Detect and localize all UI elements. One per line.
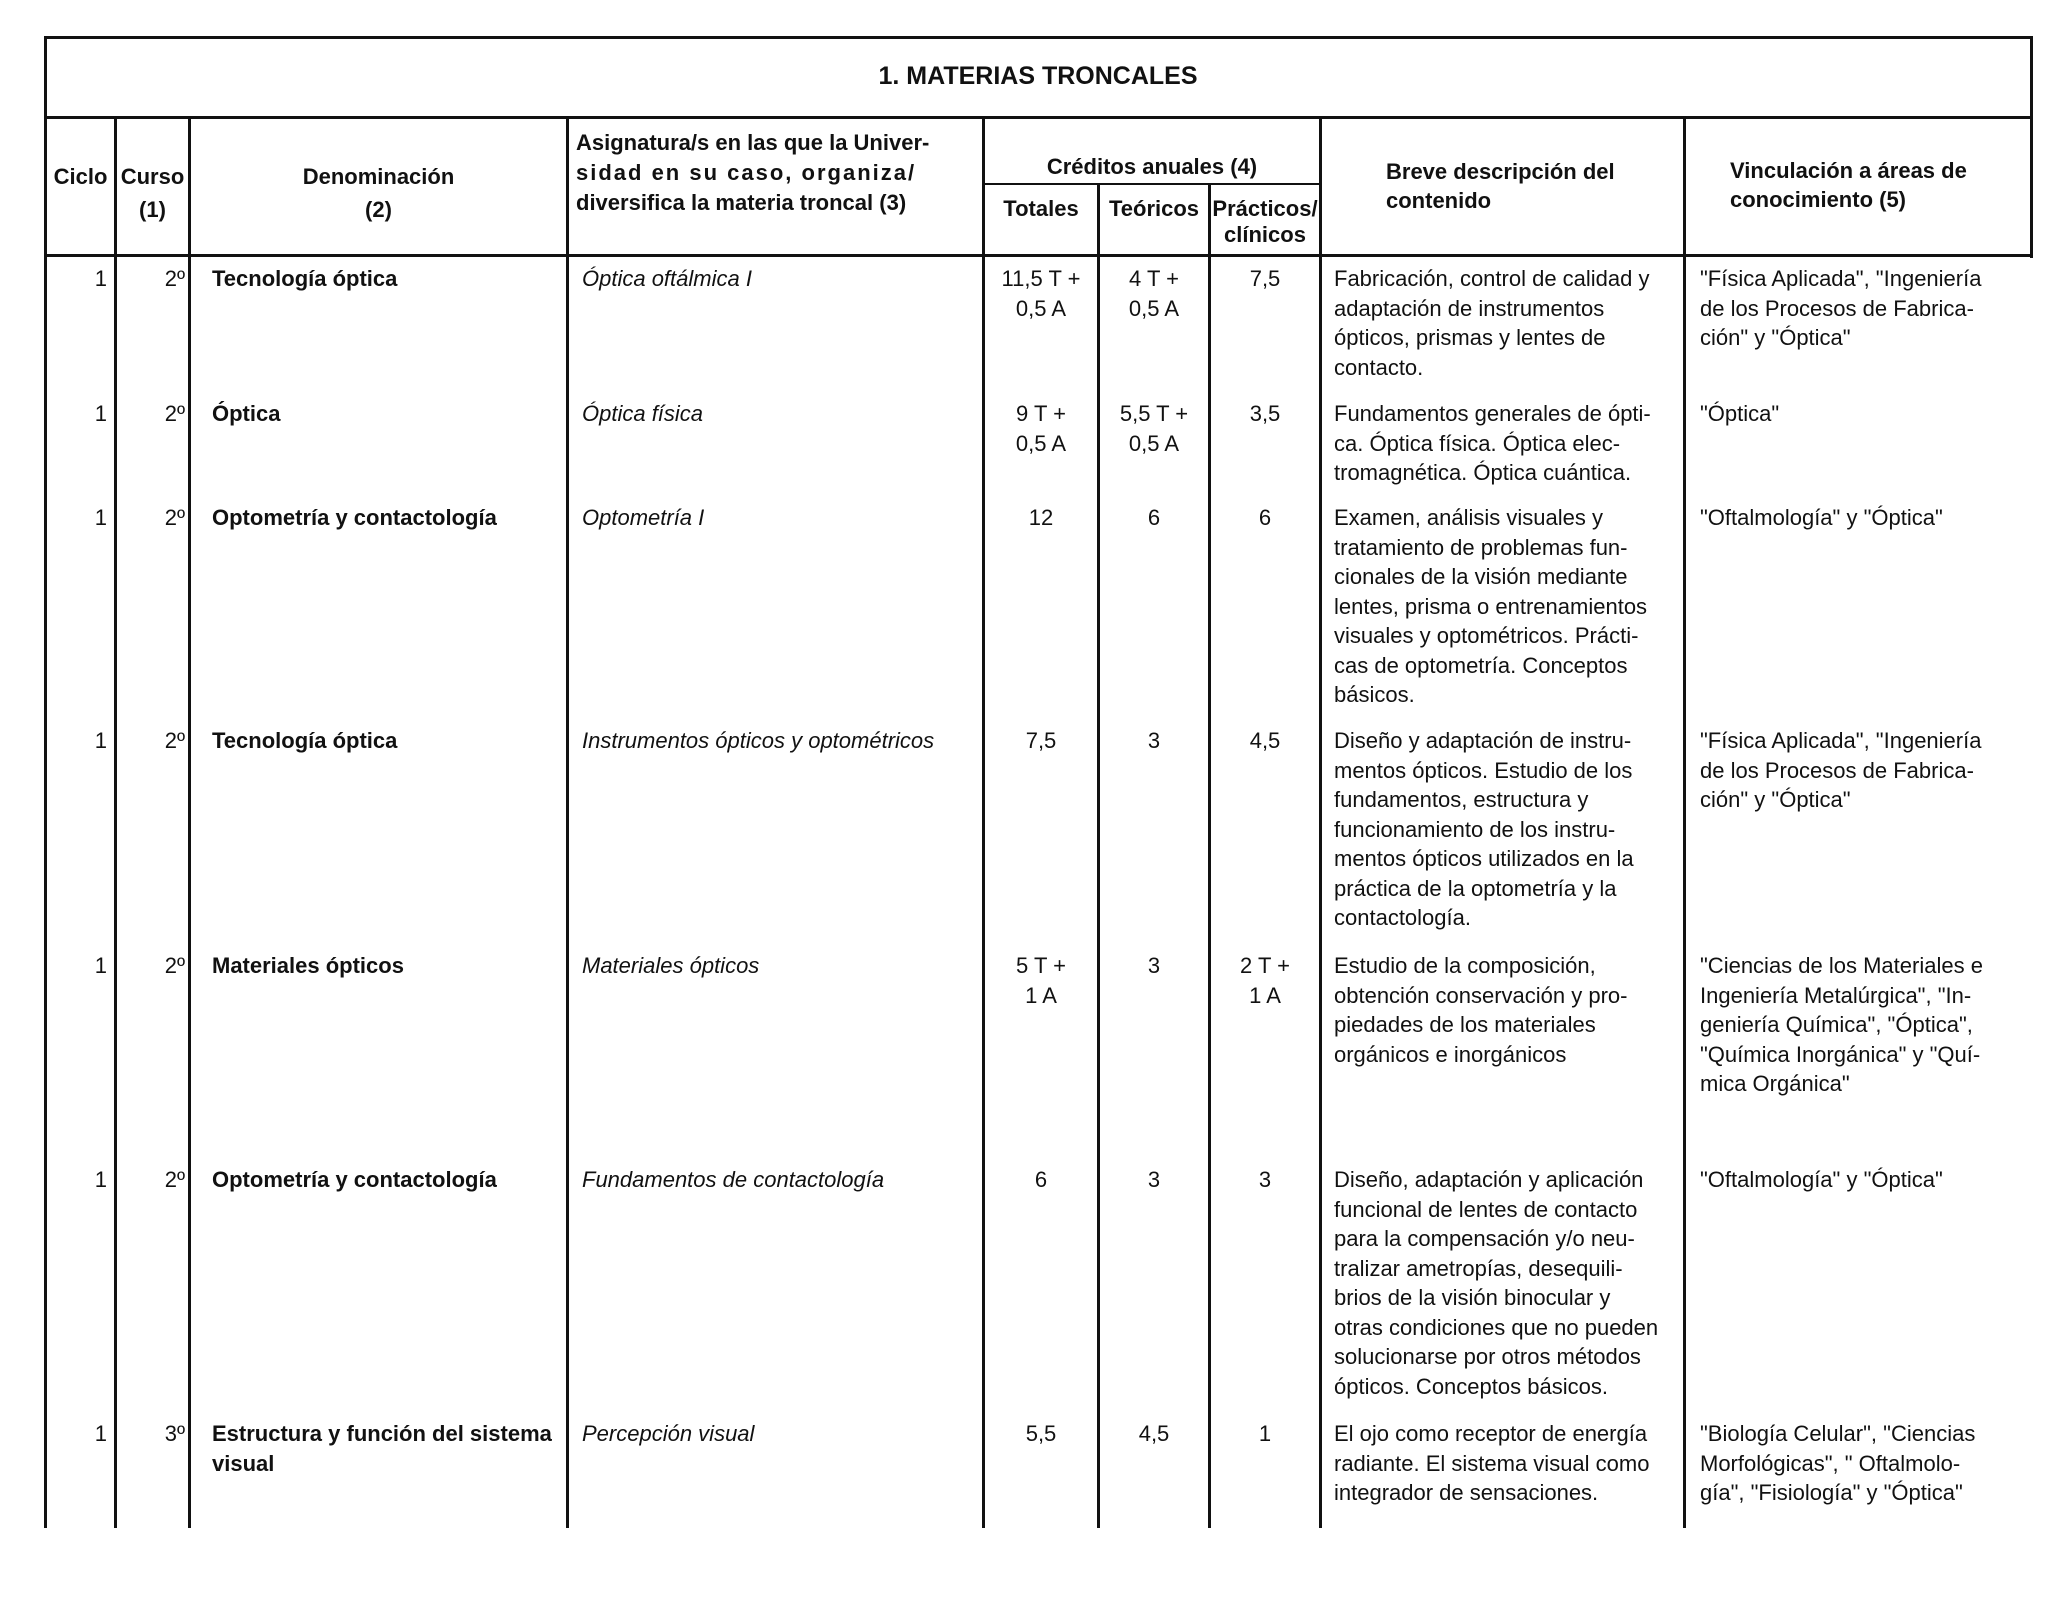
cell-vinculacion: ción" y "Óptica" bbox=[1700, 787, 1851, 812]
cell-ciclo: 1 bbox=[94, 953, 107, 978]
cell-curso: 2º bbox=[164, 505, 185, 530]
cell-descripcion: brios de la visión binocular y bbox=[1334, 1285, 1611, 1310]
cell-vinculacion: gía", "Fisiología" y "Óptica" bbox=[1700, 1480, 1963, 1505]
cell-practicos: 3 bbox=[1258, 1167, 1272, 1192]
cell-totales: 9 T + bbox=[1016, 401, 1066, 426]
cell-asignatura: Materiales ópticos bbox=[582, 953, 760, 978]
cell-asignatura: Fundamentos de contactología bbox=[582, 1167, 885, 1192]
cell-descripcion: orgánicos e inorgánicos bbox=[1334, 1041, 1567, 1067]
cell-descripcion: funcionamiento de los instru- bbox=[1334, 816, 1616, 842]
col-line-practicos bbox=[1319, 118, 1322, 1528]
header-ciclo: Ciclo bbox=[53, 164, 108, 189]
cell-descripcion: tralizar ametropías, desequili- bbox=[1334, 1255, 1623, 1281]
cell-descripcion: ópticos, prismas y lentes de bbox=[1334, 325, 1606, 350]
cell-curso: 3º bbox=[164, 1421, 185, 1446]
cell-vinculacion: ción" y "Óptica" bbox=[1700, 325, 1851, 350]
cell-totales: 0,5 A bbox=[1015, 430, 1067, 456]
header-divider-line bbox=[44, 254, 2032, 257]
header-descripcion-line1: Breve descripción del bbox=[1386, 159, 1615, 184]
cell-teoricos: 0,5 A bbox=[1128, 430, 1180, 456]
header-creditos: Créditos anuales (4) bbox=[1046, 154, 1258, 179]
header-asignatura-line2: sidad en su caso, organiza/ bbox=[576, 160, 917, 185]
cell-curso: 2º bbox=[164, 953, 185, 978]
cell-curso: 2º bbox=[164, 401, 185, 426]
cell-vinculacion: mica Orgánica" bbox=[1700, 1071, 1850, 1096]
cell-descripcion: lentes, prisma o entrenamientos bbox=[1334, 593, 1648, 619]
col-line-ciclo bbox=[114, 118, 117, 1528]
cell-vinculacion: de los Procesos de Fabrica- bbox=[1700, 295, 1974, 321]
cell-descripcion: ca. Óptica física. Óptica elec- bbox=[1334, 430, 1621, 456]
header-vinculacion-line2: conocimiento (5) bbox=[1730, 187, 1907, 212]
cell-vinculacion: de los Procesos de Fabrica- bbox=[1700, 757, 1974, 783]
cell-vinculacion: "Oftalmología" y "Óptica" bbox=[1700, 1167, 1943, 1192]
cell-descripcion: Fabricación, control de calidad y bbox=[1334, 266, 1650, 291]
cell-totales: 0,5 A bbox=[1015, 295, 1067, 321]
header-denominacion: Denominación bbox=[302, 164, 455, 189]
cell-ciclo: 1 bbox=[94, 266, 107, 291]
cell-teoricos: 3 bbox=[1147, 1167, 1161, 1192]
cell-denominacion: Optometría y contactología bbox=[212, 1167, 497, 1192]
cell-ciclo: 1 bbox=[94, 505, 107, 530]
cell-curso: 2º bbox=[164, 728, 185, 753]
cell-vinculacion: "Física Aplicada", "Ingeniería bbox=[1700, 728, 1982, 753]
cell-vinculacion: "Biología Celular", "Ciencias bbox=[1700, 1421, 1976, 1446]
cell-denominacion: Tecnología óptica bbox=[212, 728, 398, 753]
frame-top-line bbox=[44, 36, 2032, 39]
cell-descripcion: contacto. bbox=[1334, 354, 1424, 380]
cell-ciclo: 1 bbox=[94, 401, 107, 426]
cell-vinculacion: Morfológicas", " Oftalmolo- bbox=[1700, 1450, 1961, 1476]
header-teoricos: Teóricos bbox=[1108, 196, 1200, 221]
cell-descripcion: funcional de lentes de contacto bbox=[1334, 1196, 1638, 1222]
cell-descripcion: solucionarse por otros métodos bbox=[1334, 1344, 1641, 1369]
cell-denominacion: Estructura y función del sistema bbox=[212, 1421, 552, 1446]
cell-teoricos: 0,5 A bbox=[1128, 295, 1180, 321]
cell-vinculacion: "Óptica" bbox=[1700, 401, 1780, 426]
cell-ciclo: 1 bbox=[94, 1167, 107, 1192]
cell-descripcion: Estudio de la composición, bbox=[1334, 953, 1596, 978]
col-line-descripcion bbox=[1683, 118, 1686, 1528]
cell-descripcion: visuales y optométricos. Prácti- bbox=[1334, 623, 1639, 648]
col-line-curso bbox=[188, 118, 191, 1528]
cell-descripcion: fundamentos, estructura y bbox=[1334, 787, 1589, 812]
cell-descripcion: ópticos. Conceptos básicos. bbox=[1334, 1373, 1608, 1399]
cell-teoricos: 4,5 bbox=[1138, 1421, 1170, 1446]
cell-vinculacion: geniería Química", "Óptica", bbox=[1700, 1012, 1973, 1037]
cell-totales: 5 T + bbox=[1016, 953, 1066, 978]
cell-descripcion: Examen, análisis visuales y bbox=[1334, 505, 1604, 530]
cell-vinculacion: Ingeniería Metalúrgica", "In- bbox=[1700, 982, 1972, 1008]
cell-asignatura: Instrumentos ópticos y optométricos bbox=[582, 728, 935, 753]
header-asignatura-line1: Asignatura/s en las que la Univer- bbox=[576, 130, 930, 155]
cell-teoricos: 4 T + bbox=[1129, 266, 1179, 291]
cell-descripcion: piedades de los materiales bbox=[1334, 1012, 1596, 1037]
cell-asignatura: Percepción visual bbox=[582, 1421, 755, 1446]
header-curso-note: (1) bbox=[139, 197, 166, 222]
cell-descripcion: contactología. bbox=[1334, 905, 1471, 930]
cell-practicos: 1 bbox=[1258, 1421, 1272, 1446]
cell-asignatura: Optometría I bbox=[582, 505, 705, 530]
cell-totales: 5,5 bbox=[1025, 1421, 1057, 1446]
cell-descripcion: adaptación de instrumentos bbox=[1334, 295, 1605, 321]
col-line-denominacion bbox=[566, 118, 569, 1528]
cell-descripcion: básicos. bbox=[1334, 682, 1415, 707]
cell-totales: 1 A bbox=[1025, 982, 1057, 1008]
cell-descripcion: práctica de la optometría y la bbox=[1334, 875, 1617, 901]
col-line-asignatura bbox=[982, 118, 985, 1528]
cell-teoricos: 5,5 T + bbox=[1119, 401, 1189, 426]
cell-ciclo: 1 bbox=[94, 1421, 107, 1446]
cell-practicos: 3,5 bbox=[1249, 401, 1281, 426]
cell-vinculacion: "Oftalmología" y "Óptica" bbox=[1700, 505, 1943, 530]
frame-left-line bbox=[44, 36, 47, 1528]
cell-vinculacion: "Química Inorgánica" y "Quí- bbox=[1700, 1041, 1981, 1067]
cell-ciclo: 1 bbox=[94, 728, 107, 753]
cell-descripcion: para la compensación y/o neu- bbox=[1334, 1226, 1635, 1251]
cell-practicos: 2 T + bbox=[1240, 953, 1290, 978]
cell-practicos: 1 A bbox=[1249, 982, 1281, 1008]
cell-denominacion: visual bbox=[212, 1450, 275, 1476]
creditos-divider-line bbox=[982, 183, 1320, 185]
cell-descripcion: integrador de sensaciones. bbox=[1334, 1480, 1599, 1505]
cell-denominacion: Optometría y contactología bbox=[212, 505, 497, 530]
cell-descripcion: mentos ópticos. Estudio de los bbox=[1334, 757, 1633, 783]
header-curso: Curso bbox=[120, 164, 185, 189]
cell-teoricos: 3 bbox=[1147, 953, 1161, 978]
cell-descripcion: radiante. El sistema visual como bbox=[1334, 1450, 1650, 1476]
cell-asignatura: Óptica oftálmica I bbox=[582, 266, 752, 291]
cell-practicos: 4,5 bbox=[1249, 728, 1281, 753]
section-title: 1. MATERIAS TRONCALES bbox=[878, 62, 1198, 90]
header-vinculacion-line1: Vinculación a áreas de bbox=[1730, 158, 1967, 183]
col-line-totales bbox=[1097, 184, 1100, 1528]
cell-descripcion: Diseño y adaptación de instru- bbox=[1334, 728, 1632, 753]
cell-denominacion: Tecnología óptica bbox=[212, 266, 398, 291]
cell-curso: 2º bbox=[164, 266, 185, 291]
cell-curso: 2º bbox=[164, 1167, 185, 1192]
cell-teoricos: 6 bbox=[1147, 505, 1161, 530]
cell-vinculacion: "Física Aplicada", "Ingeniería bbox=[1700, 266, 1982, 291]
cell-descripcion: otras condiciones que no pueden bbox=[1334, 1314, 1659, 1340]
header-descripcion-line2: contenido bbox=[1386, 188, 1492, 213]
cell-descripcion: Diseño, adaptación y aplicación bbox=[1334, 1167, 1644, 1192]
cell-descripcion: cionales de la visión mediante bbox=[1334, 564, 1628, 589]
cell-descripcion: Fundamentos generales de ópti- bbox=[1334, 401, 1651, 426]
header-totales: Totales bbox=[1003, 196, 1079, 221]
cell-totales: 12 bbox=[1028, 505, 1054, 530]
header-practicos-line1: Prácticos/ bbox=[1212, 196, 1318, 221]
header-denominacion-note: (2) bbox=[365, 197, 392, 222]
cell-denominacion: Materiales ópticos bbox=[212, 953, 404, 978]
cell-descripcion: El ojo como receptor de energía bbox=[1334, 1421, 1648, 1446]
cell-descripcion: cas de optometría. Conceptos bbox=[1334, 652, 1628, 678]
cell-totales: 6 bbox=[1034, 1167, 1048, 1192]
cell-practicos: 6 bbox=[1258, 505, 1272, 530]
col-line-teoricos bbox=[1208, 184, 1211, 1528]
cell-totales: 11,5 T + bbox=[1001, 266, 1081, 291]
cell-totales: 7,5 bbox=[1025, 728, 1057, 753]
cell-descripcion: obtención conservación y pro- bbox=[1334, 982, 1628, 1008]
cell-asignatura: Óptica física bbox=[582, 401, 704, 426]
cell-descripcion: tromagnética. Óptica cuántica. bbox=[1334, 460, 1632, 485]
header-practicos-line2: clínicos bbox=[1224, 222, 1306, 247]
header-asignatura-line3: diversifica la materia troncal (3) bbox=[576, 190, 907, 215]
cell-descripcion: tratamiento de problemas fun- bbox=[1334, 534, 1628, 560]
cell-descripcion: mentos ópticos utilizados en la bbox=[1334, 846, 1634, 871]
cell-teoricos: 3 bbox=[1147, 728, 1161, 753]
title-divider-line bbox=[44, 116, 2032, 119]
cell-practicos: 7,5 bbox=[1249, 266, 1281, 291]
cell-denominacion: Óptica bbox=[212, 401, 281, 426]
cell-vinculacion: "Ciencias de los Materiales e bbox=[1700, 953, 1983, 978]
